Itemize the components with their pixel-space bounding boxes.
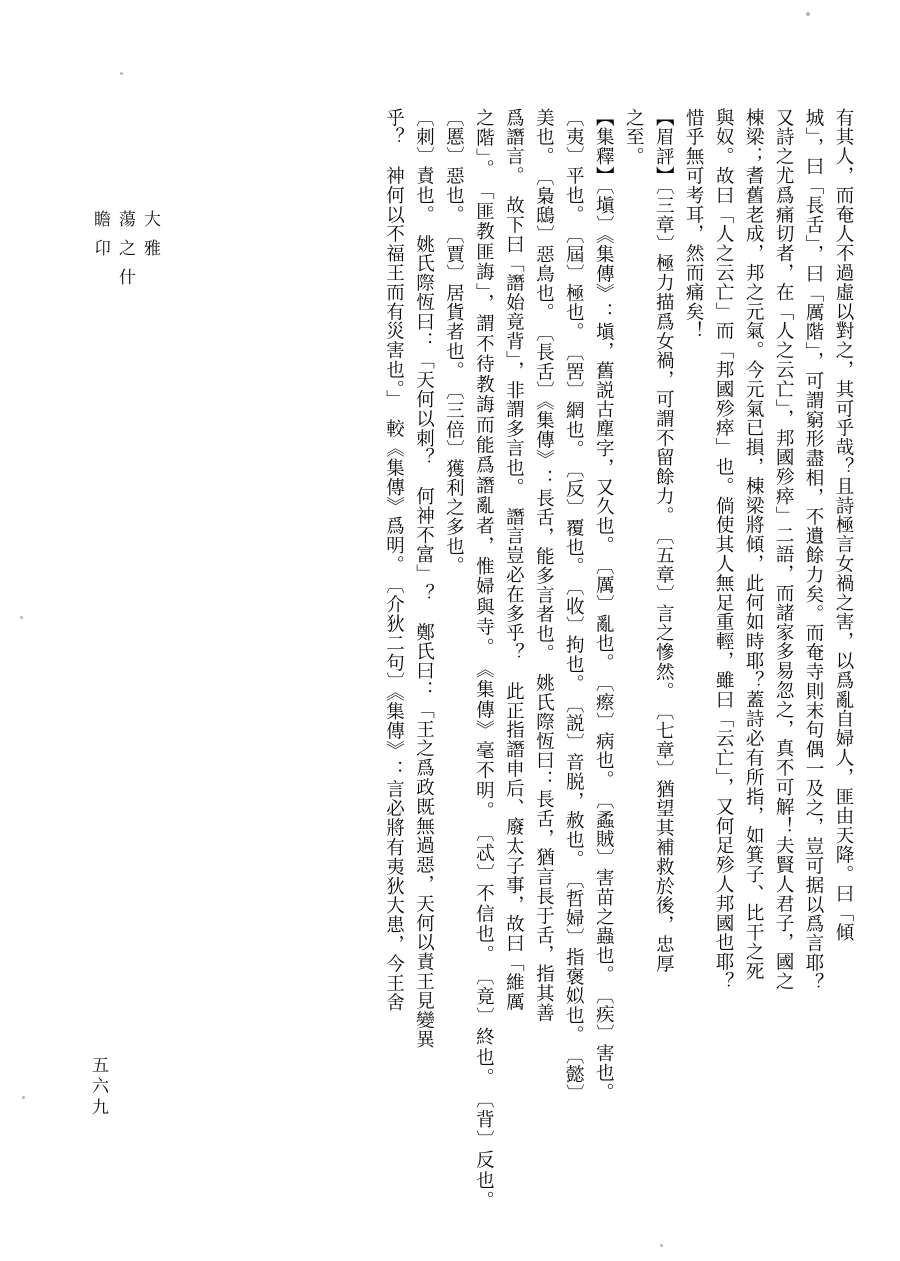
text-column: 棟梁；耆舊老成，邦之元氣。今元氣已損，棟梁將傾，此何如時耶？蓋詩必有所指，如箕子、比干之死 xyxy=(743,108,765,981)
text-column: 與奴。故曰「人之云亡」而「邦國殄瘁」也。倘使其人無足重輕，雖曰「云亡」，又何足殄人邦國也耶？ xyxy=(713,108,735,992)
scan-speck xyxy=(20,616,23,619)
scan-speck xyxy=(660,1244,663,1247)
text-column: 城」，曰「長舌」，曰「厲階」，可謂窮形盡相，不遺餘力矣。而奄寺則末句偶一及之，豈可据以爲言耶？ xyxy=(803,108,825,993)
scan-speck xyxy=(120,72,123,75)
text-column: 惜乎無可考耳，然而痛矣！ xyxy=(683,108,705,341)
text-column: 〔刺〕責也。 姚氏際恆曰：「天何以刺？ 何神不富」？ 鄭氏曰：「王之爲政既無過惡，天何以責王見變異 xyxy=(413,108,435,1050)
scan-speck xyxy=(806,12,810,16)
scan-speck xyxy=(22,1096,25,1099)
text-column: 美也。 〔梟鴟〕惡鳥也。 〔長舌〕《集傳》：長舌，能多言者也。 姚氏際恆曰：長舌，猶言長于舌，指其善 xyxy=(533,108,555,1023)
page-number: 五六九 xyxy=(88,1056,108,1119)
text-column-collected-glosses: 【集釋】〔塡〕《集傳》：塡，舊説古塵字，又久也。 〔厲〕亂也。 〔瘵〕病也。 〔蟊賊〕害苗之蟲也。 〔疾〕害也。 xyxy=(593,108,615,1102)
text-column: 乎？ 神何以不福王而有災害也。」 較《集傳》爲明。 〔介狄二句〕《集傳》：言必將有夷狄大患，今王舍 xyxy=(383,108,405,1013)
document-body xyxy=(150,108,858,1221)
running-head-part: 大雅 xyxy=(140,210,160,268)
text-column: 爲譖言。 故下曰「譖始竟背」，非謂多言也。 譖言豈必在多乎？ 此正指譖申后、廢太子事，故曰「維厲 xyxy=(503,108,525,1012)
running-head-part: 蕩之什 xyxy=(115,210,135,297)
text-column: 有其人，而奄人不過虛以對之，其可乎哉？且詩極言女禍之害，以爲亂自婦人，匪由天降。曰「傾 xyxy=(833,108,854,943)
text-column: 之至。 xyxy=(623,108,645,167)
running-head-part: 瞻卬 xyxy=(90,210,110,268)
text-column-eyebrow-comment: 【眉評】〔三章〕極力描爲女禍，可謂不留餘力。 〔五章〕言之慘然。 〔七章〕猶望其補救於後，忠厚 xyxy=(653,108,675,974)
text-column: 又詩之尤爲痛切者，在「人之云亡」，邦國殄瘁」二語，而諸家多易忽之，真不可解！夫賢人君子，國之 xyxy=(773,108,795,992)
text-column: 之階」。 「匪教匪誨」，謂不待教誨而能爲譖亂者，惟婦與寺。 《集傳》毫不明。 〔忒〕不信也。 〔竟〕終也。 〔背〕反也。 〔慝〕惡也。 〔賈〕居貨者也。 〔三倍〕獲利之多也。 xyxy=(443,108,495,1221)
text-column: 〔夷〕平也。 〔屆〕極也。 〔罟〕網也。 〔反〕覆也。 〔收〕拘也。 〔説〕音脱，赦也。 〔哲婦〕指褒姒也。 〔懿〕 xyxy=(563,108,585,1104)
